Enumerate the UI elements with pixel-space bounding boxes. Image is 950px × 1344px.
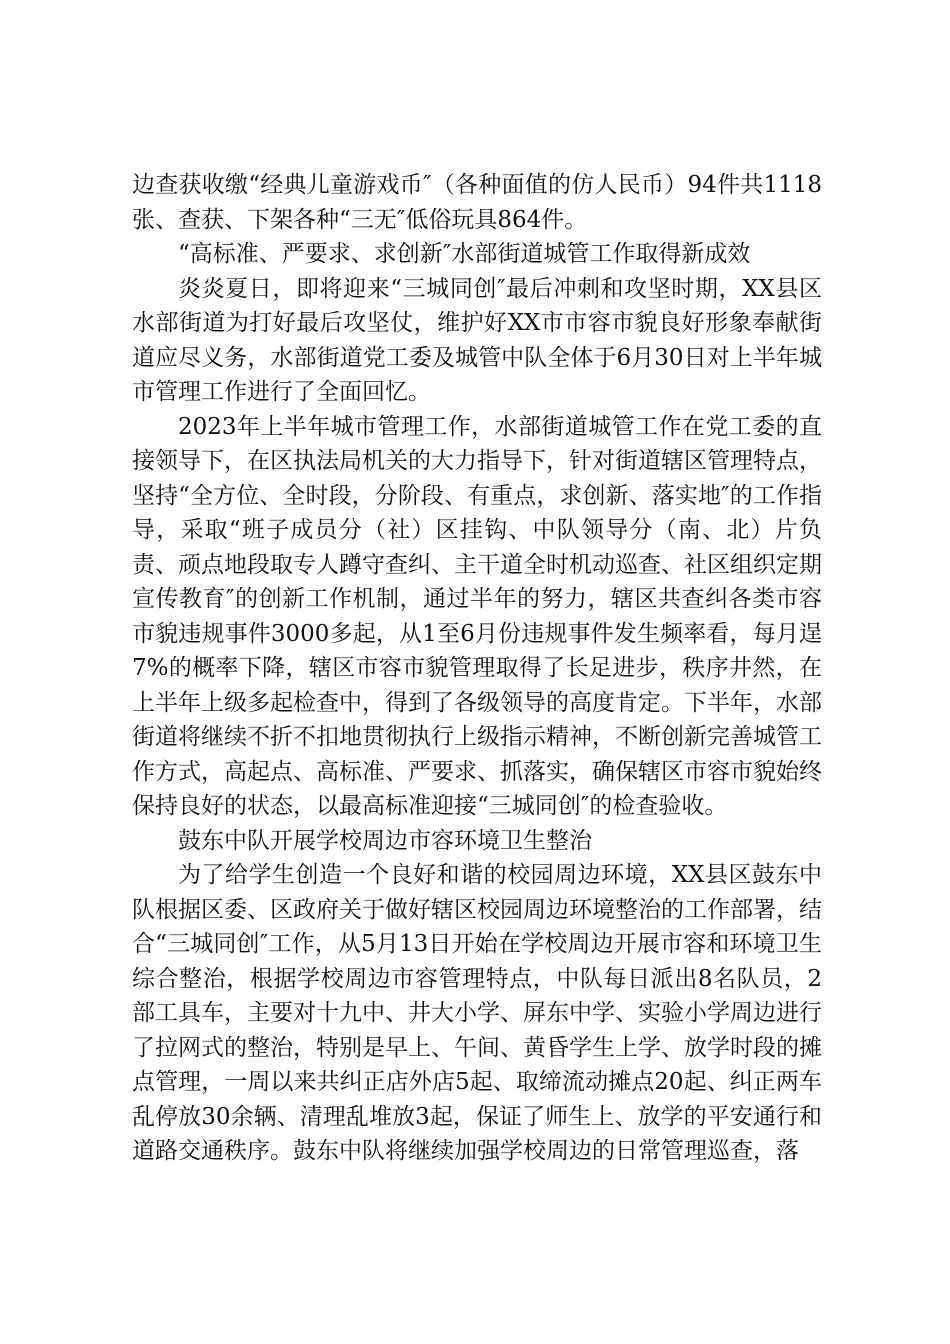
document-page [132, 168, 822, 1169]
section-heading-gudong: 鼓东中队开展学校周边市容环境卫生整治 [178, 827, 592, 854]
paragraph-intro-shuibu: 炎炎夏日，即将迎来“三城同创″最后冲刺和攻坚时期，XX县区水部街道为打好最后攻坚仗，维护好XX市市容市貌良好形象奉献街道应尽义务，水部街道党工委及城管中队全体于6月30日对上半年城市管理工作进行了全面回忆。 [132, 275, 822, 405]
paragraph-shuibu-summary: 2023年上半年城市管理工作，水部街道城管工作在党工委的直接领导下，在区执法局机关的大力指导下，针对街道辖区管理特点，坚持“全方位、全时段，分阶段、有重点，求创新、落实地″的工作指导，采取“班子成员分（社）区挂钩、中队领导分（南、北）片负责、顽点地段取专人蹲守查纠、主干道全时机动巡查、社区组织定期宣传教育″的创新工作机制，通过半年的努力，辖区共查纠各类市容市貌违规事件3000多起，从1至6月份违规事件发生频率看，每月逞7%的概率下降，辖区市容市貌管理取得了长足进步，秩序井然，在上半年上级多起检查中，得到了各级领导的高度肯定。下半年，水部街道将继续不折不扣地贯彻执行上级指示精神，不断创新完善城管工作方式，高起点、高标准、严要求、抓落实，确保辖区市容市貌始终保持良好的状态，以最高标准迎接“三城同创″的检查验收。 [132, 413, 822, 819]
section-heading-shuibu: “高标准、严要求、求创新″水部街道城管工作取得新成效 [178, 241, 751, 267]
paragraph-continuation: 边查获收缴“经典儿童游戏币″（各种面值的仿人民币）94件共1118张、查获、下架各种“三无″低俗玩具864件。 [132, 172, 822, 233]
paragraph-gudong-details: 为了给学生创造一个良好和谐的校园周边环境，XX县区鼓东中队根据区委、区政府关于做好辖区校园周边环境整治的工作部署，结合“三城同创″工作，从5月13日开始在学校周边开展市容和环境卫生综合整治，根据学校周边市容管理特点，中队每日派出8名队员，2部工具车，主要对十九中、井大小学、屏东中学、实验小学周边进行了拉网式的整治，特别是早上、午间、黄昏学生上学、放学时段的摊点管理，一周以来共纠正店外店5起、取缔流动摊点20起、纠正两车乱停放30余辆、清理乱堆放3起，保证了师生上、放学的平安通行和道路交通秩序。鼓东中队将继续加强学校周边的日常管理巡查，落 [132, 862, 822, 1164]
